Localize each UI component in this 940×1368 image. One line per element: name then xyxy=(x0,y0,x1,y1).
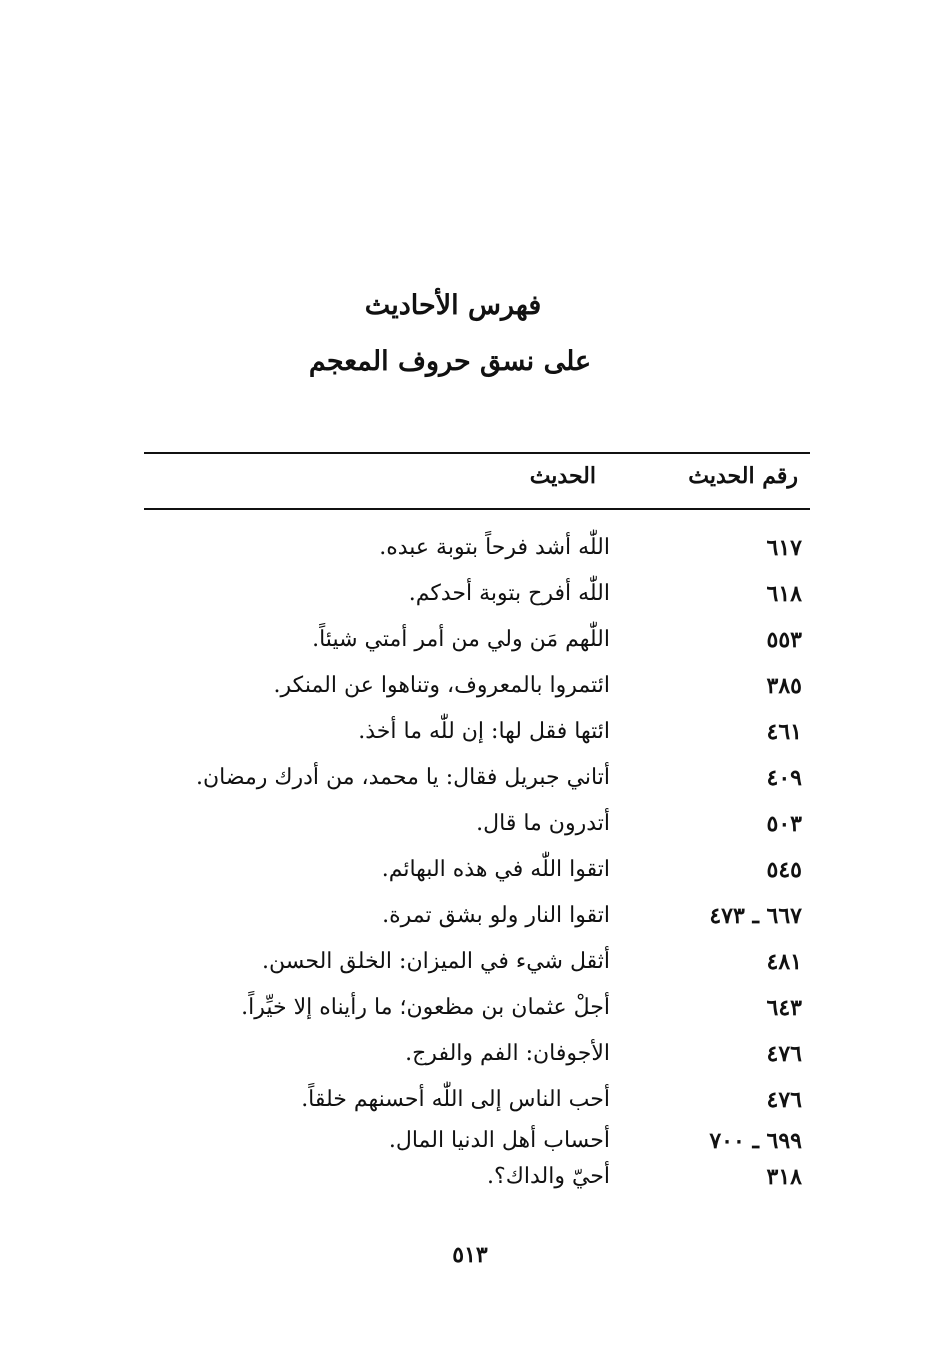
hadith-number: ٤٧٦ xyxy=(766,1041,802,1067)
table-row xyxy=(0,663,940,709)
table-row xyxy=(0,1031,940,1077)
page-number: ٥١٣ xyxy=(452,1242,488,1268)
hadith-text: أحب الناس إلى اللّٰه أحسنهم خلقاً. xyxy=(301,1087,610,1112)
page-title: فهرس الأحاديث xyxy=(364,290,542,321)
table-row xyxy=(0,1123,940,1159)
table-header-rule xyxy=(144,508,810,510)
table-row xyxy=(0,801,940,847)
page-subtitle: على نسق حروف المعجم xyxy=(308,346,592,377)
hadith-text: أتاني جبريل فقال: يا محمد، من أدرك رمضان. xyxy=(196,765,610,790)
hadith-text: ائتمروا بالمعروف، وتناهوا عن المنكر. xyxy=(273,673,610,698)
hadith-number: ٦١٨ xyxy=(766,581,802,607)
hadith-text: الأجوفان: الفم والفرج. xyxy=(405,1041,610,1066)
hadith-number: ٦٤٣ xyxy=(766,995,802,1021)
table-row xyxy=(0,525,940,571)
hadith-number: ٤٠٩ xyxy=(766,765,802,791)
table-row xyxy=(0,893,940,939)
hadith-text: أحساب أهل الدنيا المال. xyxy=(388,1128,610,1153)
column-header-hadith: الحديث xyxy=(529,463,596,489)
column-header-number: رقم الحديث xyxy=(688,463,798,489)
hadith-text: اللّٰهم مَن ولي من أمر أمتي شيئاً. xyxy=(312,627,610,652)
hadith-number: ٤٨١ xyxy=(766,949,802,975)
hadith-number: ٣١٨ xyxy=(766,1164,802,1190)
table-row xyxy=(0,755,940,801)
hadith-number: ٦١٧ xyxy=(766,535,802,561)
table-row xyxy=(0,617,940,663)
hadith-number: ٤٦١ xyxy=(766,719,802,745)
hadith-text: أثقل شيء في الميزان: الخلق الحسن. xyxy=(262,949,610,974)
hadith-index-table xyxy=(0,525,940,1195)
hadith-number: ٦٩٩ ـ ٧٠٠ xyxy=(709,1128,802,1154)
hadith-text: أتدرون ما قال. xyxy=(476,811,610,836)
table-row xyxy=(0,985,940,1031)
hadith-number: ٥٥٣ xyxy=(766,627,802,653)
hadith-text: ائتها فقل لها: إن للّٰه ما أخذ. xyxy=(358,719,610,744)
hadith-number: ٦٦٧ ـ ٤٧٣ xyxy=(709,903,802,929)
table-row xyxy=(0,1159,940,1195)
hadith-number: ٥٠٣ xyxy=(766,811,802,837)
table-row xyxy=(0,571,940,617)
table-top-rule xyxy=(144,452,810,454)
hadith-number: ٤٧٦ xyxy=(766,1087,802,1113)
hadith-text: أجلْ عثمان بن مظعون؛ ما رأيناه إلا خيِّراً. xyxy=(241,995,610,1020)
hadith-text: أحيّ والداك؟. xyxy=(487,1164,610,1189)
table-row xyxy=(0,709,940,755)
table-row xyxy=(0,1077,940,1123)
hadith-text: اتقوا النار ولو بشق تمرة. xyxy=(382,903,610,928)
hadith-number: ٥٤٥ xyxy=(766,857,802,883)
hadith-text: اللّٰه أشد فرحاً بتوبة عبده. xyxy=(379,535,610,560)
table-row xyxy=(0,847,940,893)
hadith-text: اتقوا اللّٰه في هذه البهائم. xyxy=(381,857,610,882)
table-row xyxy=(0,939,940,985)
hadith-text: اللّٰه أفرح بتوبة أحدكم. xyxy=(408,581,610,606)
hadith-number: ٣٨٥ xyxy=(766,673,802,699)
